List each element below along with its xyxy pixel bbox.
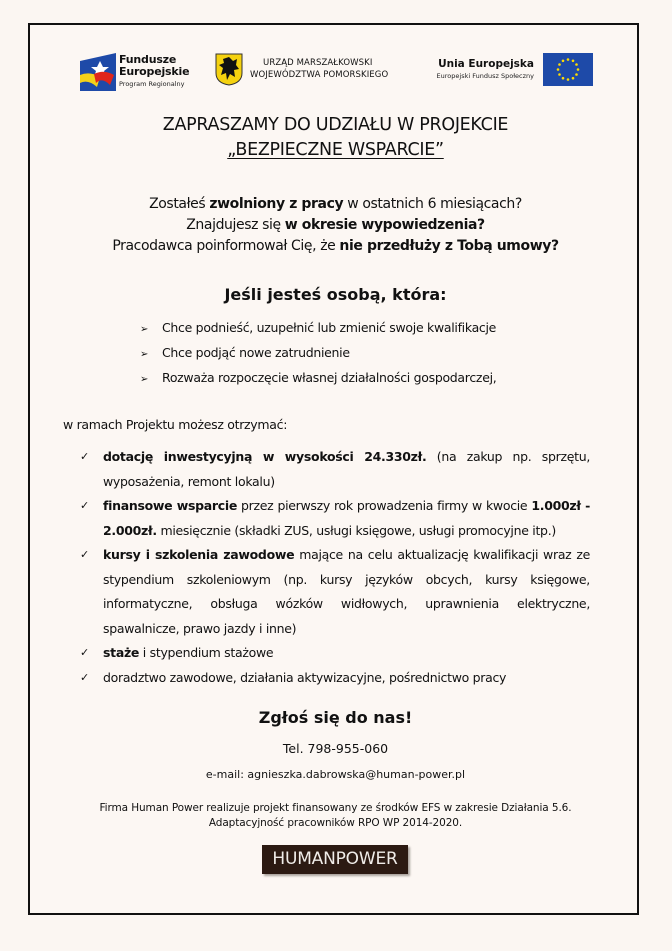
um-line2: WOJEWÓDZTWA POMORSKIEGO [250, 70, 389, 80]
question-3 [28, 236, 643, 257]
benefit-item [80, 666, 590, 691]
benefit-bold-amount: 1.000zł - 2.000zł. [103, 498, 590, 538]
benefit-text: mające na celu aktualizację kwalifikacji wraz ze stypendium szkoleniowym (np. kursy języków obcych, kursy księgowe, informatyczne, obsługa wózków widłowych, uprawnienia elektryczne, spawalnicze, prawo jazdy i inne) [103, 547, 591, 636]
footer-line2: Adaptacyjność pracowników RPO WP 2014-2020. [208, 817, 463, 829]
q1-text-c: w ostatnich 6 miesiącach? [343, 196, 522, 212]
urzad-marszalkowski-label [250, 57, 388, 81]
call-to-action: Zgłoś się do nas! [258, 708, 413, 727]
humanpower-logo: HUMANPOWER [262, 845, 408, 874]
arrow-bullet-icon: ➢ [140, 324, 149, 335]
fundusze-europejskie-logo-icon [80, 53, 116, 91]
um-line1: URZĄD MARSZAŁKOWSKI [263, 58, 373, 68]
benefit-text: przez pierwszy rok prowadzenia firmy w kwocie [237, 498, 532, 513]
email-address[interactable]: e-mail: agnieszka.dabrowska@human-power.pl [205, 768, 466, 781]
criteria-text: Chce podnieść, uzupełnić lub zmienić swoje kwalifikacje [162, 320, 497, 335]
benefit-bold: finansowe wsparcie [103, 498, 238, 513]
benefit-item [80, 494, 590, 543]
project-name: „BEZPIECZNE WSPARCIE” [227, 140, 444, 160]
q2-text-a: Znajdujesz się [186, 217, 285, 233]
arrow-bullet-icon: ➢ [140, 349, 149, 360]
q3-text-a: Pracodawca poinformował Cię, że [112, 238, 340, 254]
benefit-text: (na zakup np. sprzętu, wyposażenia, remont lokalu) [103, 449, 590, 489]
benefits-list [80, 445, 590, 690]
benefit-text: i stypendium stażowe [139, 645, 274, 660]
q1-text-a: Zostałeś [149, 196, 210, 212]
checkmark-icon: ✓ [80, 548, 89, 561]
criteria-heading: Jeśli jesteś osobą, która: [224, 285, 447, 304]
ue-line1: Unia Europejska [438, 58, 534, 70]
benefit-item [80, 641, 590, 666]
benefit-bold: kursy i szkolenia zawodowe [103, 547, 295, 562]
q1-bold: zwolniony z pracy [209, 196, 344, 212]
checkmark-icon: ✓ [80, 450, 89, 463]
checkmark-icon: ✓ [80, 499, 89, 512]
criteria-item [140, 343, 496, 368]
benefit-text: doradztwo zawodowe, działania aktywizacyjne, pośrednictwo pracy [103, 669, 507, 685]
criteria-text: Chce podjąć nowe zatrudnienie [162, 345, 350, 360]
phone-number: Tel. 798-955-060 [282, 741, 389, 756]
title-line1: ZAPRASZAMY DO UDZIAŁU W PROJEKCIE [162, 115, 509, 135]
footer-note [28, 801, 643, 831]
benefit-bold: dotację inwestycyjną w wysokości 24.330zł. [103, 449, 427, 464]
footer-line1: Firma Human Power realizuje projekt finansowany ze środków EFS w zakresie Działania 5.6. [99, 802, 572, 814]
question-1 [28, 194, 643, 215]
unia-europejska-label [420, 58, 534, 80]
criteria-item [140, 318, 496, 343]
arrow-bullet-icon: ➢ [140, 374, 149, 385]
pomorskie-crest-icon [215, 53, 243, 86]
fe-line2: Europejskie [119, 65, 190, 78]
fe-line3: Program Regionalny [119, 80, 185, 88]
fundusze-europejskie-label [119, 54, 189, 88]
title-line2 [28, 140, 643, 160]
benefit-item [80, 445, 590, 494]
benefit-bold: staże [103, 645, 140, 660]
benefit-text-2: miesięcznie (składki ZUS, usługi księgowe, usługi promocyjne itp.) [156, 522, 556, 538]
benefit-item [80, 543, 590, 641]
q3-bold: nie przedłuży z Tobą umowy? [339, 238, 559, 254]
eu-flag-icon [543, 53, 593, 86]
question-2 [28, 215, 643, 236]
criteria-list [140, 318, 496, 393]
checkmark-icon: ✓ [80, 670, 89, 684]
criteria-item [140, 368, 496, 393]
fe-line1: Fundusze [119, 53, 177, 66]
ue-line2: Europejski Fundusz Społeczny [436, 72, 534, 80]
criteria-text: Rozważa rozpoczęcie własnej działalności gospodarczej, [162, 370, 497, 385]
checkmark-icon: ✓ [80, 646, 89, 659]
q2-bold: w okresie wypowiedzenia? [284, 217, 485, 233]
benefits-intro: w ramach Projektu możesz otrzymać: [63, 417, 288, 432]
